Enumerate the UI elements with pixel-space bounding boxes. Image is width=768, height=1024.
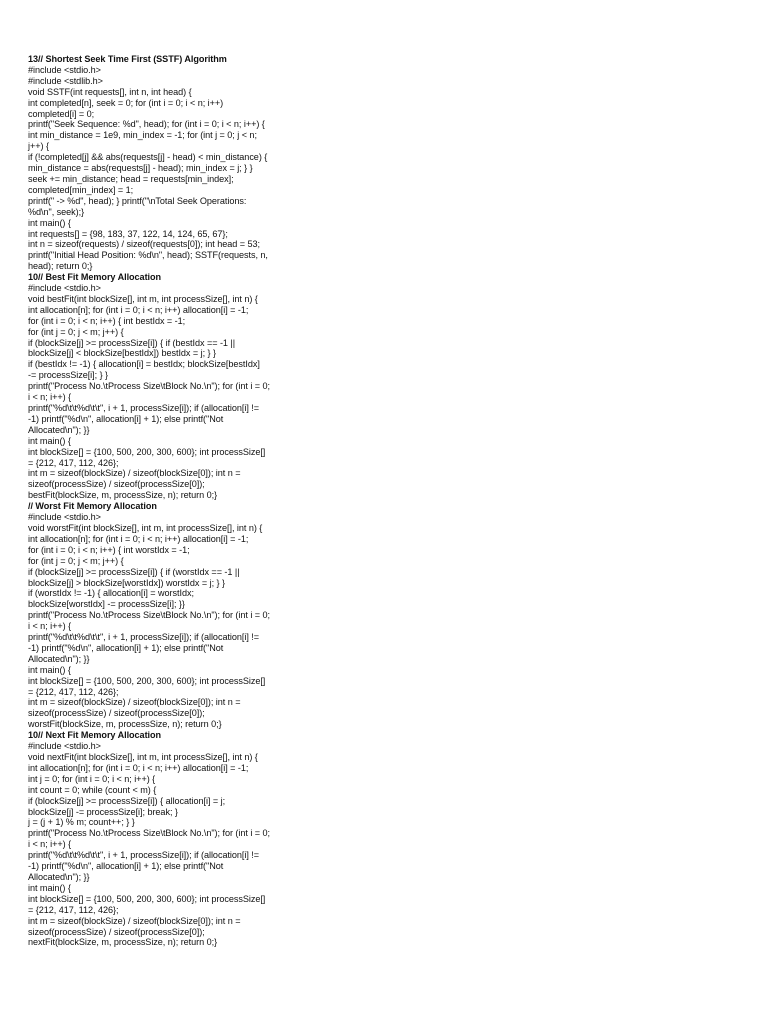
code-line: if (blockSize[j] >= processSize[i]) { if (worstIdx == -1 || (28, 566, 240, 577)
code-line: void bestFit(int blockSize[], int m, int processSize[], int n) { (28, 293, 258, 304)
code-line: printf("%d\t\t%d\t\t", i + 1, processSize[i]); if (allocation[i] != (28, 850, 260, 861)
code-line: printf("%d\t\t%d\t\t", i + 1, processSize[i]); if (allocation[i] != (28, 632, 260, 643)
code-line: printf("Process No.\tProcess Size\tBlock No.\n"); for (int i = 0; (28, 610, 270, 621)
section-heading: // Worst Fit Memory Allocation (28, 501, 157, 512)
code-line: worstFit(blockSize, m, processSize, n); return 0;} (28, 719, 222, 730)
code-line: int completed[n], seek = 0; for (int i = 0; i < n; i++) (28, 97, 224, 108)
code-line: int count = 0; while (count < m) { (28, 784, 157, 795)
code-line: = {212, 417, 112, 426}; (28, 457, 119, 468)
code-line: -1) printf("%d\n", allocation[i] + 1); else printf("Not (28, 642, 224, 653)
code-line: int min_distance = 1e9, min_index = -1; for (int j = 0; j < n; (28, 130, 257, 141)
code-line: -= processSize[i]; } } (28, 370, 109, 381)
code-line: int blockSize[] = {100, 500, 200, 300, 600}; int processSize[] (28, 446, 266, 457)
code-line: = {212, 417, 112, 426}; (28, 686, 119, 697)
code-line: #include <stdio.h> (28, 283, 101, 294)
code-line: for (int j = 0; j < m; j++) { (28, 326, 124, 337)
code-line: j = (j + 1) % m; count++; } } (28, 817, 135, 828)
code-line: #include <stdlib.h> (28, 75, 103, 86)
code-line: completed[i] = 0; (28, 108, 95, 119)
code-line: int main() { (28, 435, 71, 446)
code-line: int allocation[n]; for (int i = 0; i < n; i++) allocation[i] = -1; (28, 304, 249, 315)
code-line: i < n; i++) { (28, 621, 72, 632)
section-heading: 10// Best Fit Memory Allocation (28, 272, 162, 283)
code-line: printf("Initial Head Position: %d\n", head); SSTF(requests, n, (28, 250, 268, 261)
code-line: bestFit(blockSize, m, processSize, n); return 0;} (28, 490, 218, 501)
code-line: sizeof(processSize) / sizeof(processSize[0]); (28, 926, 205, 937)
code-line: #include <stdio.h> (28, 64, 101, 75)
code-line: Allocated\n"); }} (28, 653, 90, 664)
code-line: #include <stdio.h> (28, 741, 101, 752)
code-line: int m = sizeof(blockSize) / sizeof(blockSize[0]); int n = (28, 915, 241, 926)
code-line: for (int i = 0; i < n; i++) { int bestIdx = -1; (28, 315, 186, 326)
code-line: printf("Process No.\tProcess Size\tBlock No.\n"); for (int i = 0; (28, 381, 270, 392)
code-line: blockSize[j] < blockSize[bestIdx]) bestIdx = j; } } (28, 348, 217, 359)
code-line: seek += min_distance; head = requests[min_index]; (28, 173, 234, 184)
code-line: = {212, 417, 112, 426}; (28, 904, 119, 915)
code-line: Allocated\n"); }} (28, 871, 90, 882)
code-line: int main() { (28, 664, 71, 675)
code-line: sizeof(processSize) / sizeof(processSize[0]); (28, 479, 205, 490)
code-line: int main() { (28, 217, 71, 228)
code-line: blockSize[j] -= processSize[i]; break; } (28, 806, 178, 817)
code-line: Allocated\n"); }} (28, 424, 90, 435)
code-line: for (int j = 0; j < m; j++) { (28, 555, 124, 566)
code-line: sizeof(processSize) / sizeof(processSize[0]); (28, 708, 205, 719)
code-line: int m = sizeof(blockSize) / sizeof(blockSize[0]); int n = (28, 468, 241, 479)
code-line: completed[min_index] = 1; (28, 184, 134, 195)
code-line: void worstFit(int blockSize[], int m, int processSize[], int n) { (28, 522, 263, 533)
code-line: int allocation[n]; for (int i = 0; i < n; i++) allocation[i] = -1; (28, 533, 249, 544)
section-heading: 13// Shortest Seek Time First (SSTF) Algorithm (28, 54, 227, 64)
code-line: #include <stdio.h> (28, 512, 101, 523)
code-line: printf("Process No.\tProcess Size\tBlock No.\n"); for (int i = 0; (28, 828, 270, 839)
code-line: int m = sizeof(blockSize) / sizeof(blockSize[0]); int n = (28, 697, 241, 708)
code-line: int j = 0; for (int i = 0; i < n; i++) { (28, 773, 156, 784)
code-line: j++) { (28, 141, 49, 152)
code-line: for (int i = 0; i < n; i++) { int worstIdx = -1; (28, 544, 190, 555)
code-line: i < n; i++) { (28, 839, 72, 850)
code-line: int blockSize[] = {100, 500, 200, 300, 600}; int processSize[] (28, 675, 266, 686)
code-line: int main() { (28, 882, 71, 893)
code-line: if (!completed[j] && abs(requests[j] - head) < min_distance) { (28, 152, 268, 163)
code-line: int n = sizeof(requests) / sizeof(requests[0]); int head = 53; (28, 239, 260, 250)
code-line: i < n; i++) { (28, 392, 72, 403)
section-heading: 10// Next Fit Memory Allocation (28, 730, 162, 741)
code-line: -1) printf("%d\n", allocation[i] + 1); else printf("Not (28, 413, 224, 424)
code-line: %d\n", seek);} (28, 206, 85, 217)
code-line: int requests[] = {98, 183, 37, 122, 14, 124, 65, 67}; (28, 228, 228, 239)
code-line: blockSize[j] > blockSize[worstIdx]) worstIdx = j; } } (28, 577, 225, 588)
code-line: void nextFit(int blockSize[], int m, int processSize[], int n) { (28, 752, 258, 762)
code-line: if (blockSize[j] >= processSize[i]) { if (bestIdx == -1 || (28, 337, 236, 348)
code-line: if (blockSize[j] >= processSize[i]) { allocation[i] = j; (28, 795, 226, 806)
code-line: printf(" -> %d", head); } printf("\nTotal Seek Operations: (28, 195, 247, 206)
code-line: nextFit(blockSize, m, processSize, n); return 0;} (28, 937, 218, 948)
code-line: void SSTF(int requests[], int n, int head) { (28, 86, 192, 97)
code-line: head); return 0;} (28, 261, 93, 272)
code-line: int allocation[n]; for (int i = 0; i < n; i++) allocation[i] = -1; (28, 762, 249, 773)
code-line: printf("Seek Sequence: %d", head); for (int i = 0; i < n; i++) { (28, 119, 265, 130)
code-line: min_distance = abs(requests[j] - head); min_index = j; } } (28, 163, 253, 174)
code-line: blockSize[worstIdx] -= processSize[i]; }} (28, 599, 185, 610)
code-line: if (bestIdx != -1) { allocation[i] = bestIdx; blockSize[bestIdx] (28, 359, 260, 370)
code-line: if (worstIdx != -1) { allocation[i] = worstIdx; (28, 588, 194, 599)
code-line: -1) printf("%d\n", allocation[i] + 1); else printf("Not (28, 861, 224, 872)
code-line: int blockSize[] = {100, 500, 200, 300, 600}; int processSize[] (28, 893, 266, 904)
document-page (28, 54, 318, 948)
code-line: printf("%d\t\t%d\t\t", i + 1, processSize[i]); if (allocation[i] != (28, 403, 260, 413)
